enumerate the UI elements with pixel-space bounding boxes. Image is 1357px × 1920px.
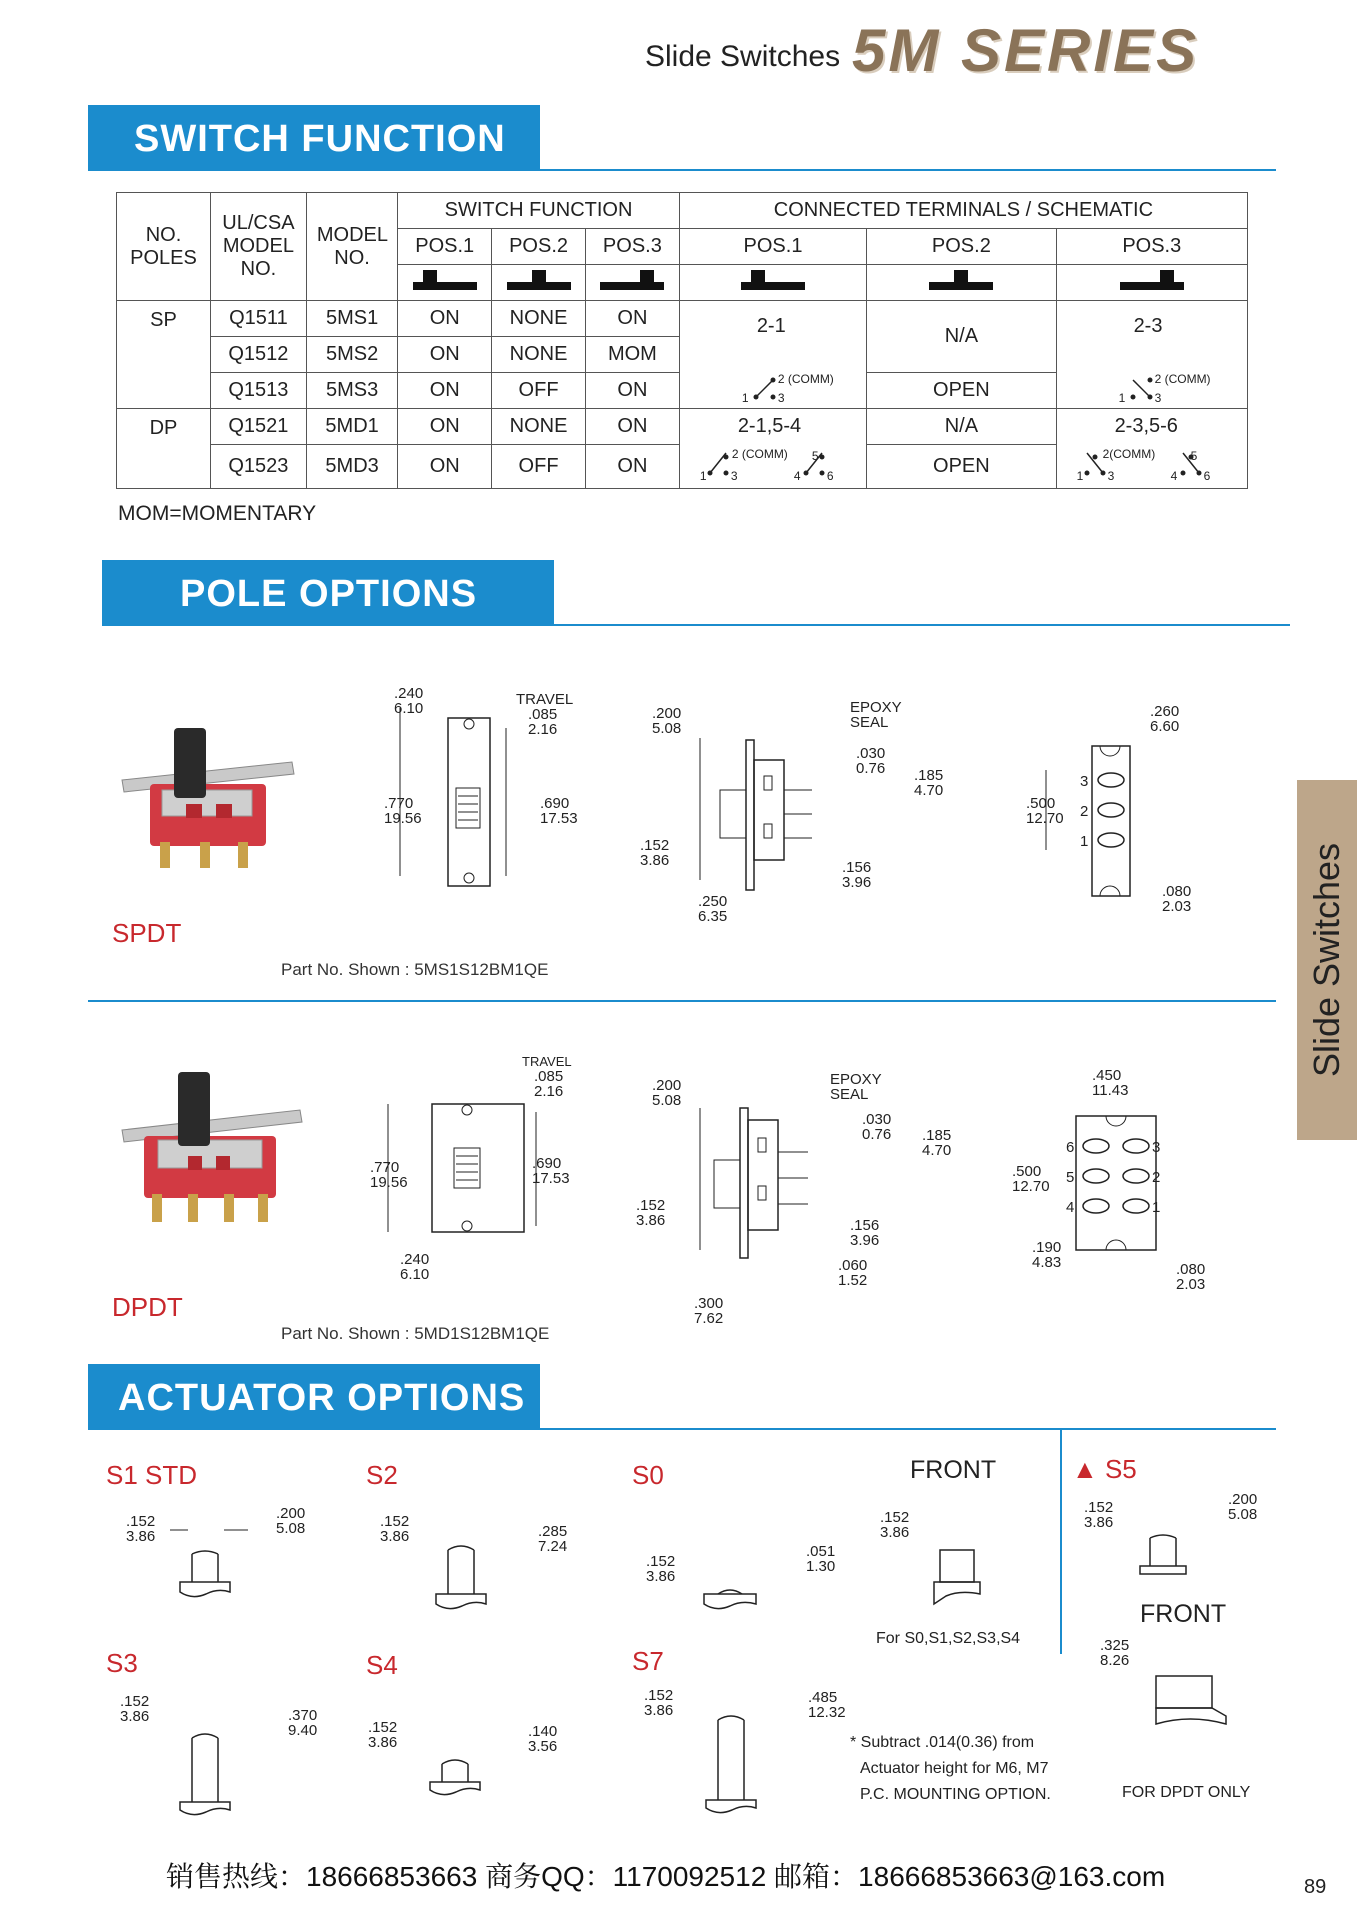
th-ct-pos3: POS.3	[1056, 229, 1247, 265]
front-note: For S0,S1,S2,S3,S4	[876, 1630, 1021, 1647]
dim-label: .190 4.83	[1032, 1239, 1062, 1271]
cell-pos3: ON	[585, 445, 679, 489]
section-rule	[88, 1428, 1276, 1430]
table-note: MOM=MOMENTARY	[118, 502, 317, 525]
dim-label: .152 3.86	[368, 1719, 398, 1751]
cell-pos1: ON	[398, 337, 492, 373]
dim-label: TRAVEL .085 2.16	[516, 691, 574, 738]
warning-triangle-icon: ▲	[1072, 1454, 1098, 1484]
cell-model: 5MD1	[306, 409, 397, 445]
dim-label: .152 3.86	[880, 1509, 910, 1541]
side-tab-label: Slide Switches	[1306, 842, 1347, 1078]
actuator-s2-label: S2	[366, 1460, 398, 1490]
cell-model: 5MS1	[306, 301, 397, 337]
dim-label: .152 3.86	[120, 1693, 150, 1725]
section-title: ACTUATOR OPTIONS	[118, 1377, 526, 1419]
spdt-switch-image	[112, 718, 302, 868]
cell-ul: Q1521	[210, 409, 306, 445]
cell-sp-pos2-b: OPEN	[867, 373, 1056, 409]
actuator-s1-drawing	[178, 1530, 258, 1600]
section-pole-options	[102, 560, 554, 626]
cell-ul: Q1523	[210, 445, 306, 489]
cell-pos2: OFF	[492, 373, 586, 409]
front-title: FRONT	[910, 1456, 997, 1484]
dim-label: .240 6.10	[400, 1251, 430, 1283]
th-ct-pos2: POS.2	[867, 229, 1056, 265]
comm-label: 2 (COMM)	[731, 447, 788, 461]
dim-label: .060 1.52	[838, 1257, 868, 1289]
dim-label: .185 4.70	[922, 1127, 952, 1159]
page-number: 89	[1304, 1876, 1327, 1898]
dpdt-part-number: Part No. Shown : 5MD1S12BM1QE	[281, 1324, 550, 1343]
actuator-s4-label: S4	[366, 1650, 398, 1680]
dim-label: .152 3.86	[644, 1687, 674, 1719]
cell-dp-pos2-a: N/A	[867, 409, 1056, 445]
terminal-4: 4	[1170, 469, 1178, 483]
section-rule	[88, 169, 1276, 171]
dim-label: .156 3.96	[842, 859, 872, 891]
cell-pos2: NONE	[492, 301, 586, 337]
actuator-s0-label: S0	[632, 1460, 664, 1490]
cell-sp-pos3	[1056, 301, 1247, 409]
cell-pos1: ON	[398, 409, 492, 445]
dim-label: .285 7.24	[538, 1523, 568, 1555]
dim-label: .030 0.76	[862, 1111, 892, 1143]
divider	[88, 1000, 1276, 1002]
dim-label: .500 12.70	[1012, 1163, 1050, 1195]
cell-model: 5MS2	[306, 337, 397, 373]
footer-contact: 销售热线：18666853663 商务QQ：1170092512 邮箱：18666853663@163.com	[166, 1861, 1166, 1892]
terminal-1: 1	[1080, 833, 1089, 850]
terminal-3: 3	[1080, 773, 1089, 790]
dim-label: .770 19.56	[370, 1159, 408, 1191]
terminal-2: 2	[1152, 1169, 1161, 1186]
dim-label: .051 1.30	[806, 1543, 836, 1575]
dim-label: .485 12.32	[808, 1689, 846, 1721]
side-tab	[1297, 780, 1357, 1140]
dim-label: .200 5.08	[1228, 1491, 1258, 1523]
terminal-1: 1	[699, 469, 707, 483]
section-title: SWITCH FUNCTION	[134, 118, 506, 160]
dim-label: .200 5.08	[652, 1077, 682, 1109]
th-switch-function: SWITCH FUNCTION	[398, 193, 680, 229]
position-icon	[398, 265, 492, 301]
dim-label: .152 3.86	[640, 837, 670, 869]
terminal-4: 4	[1066, 1199, 1075, 1216]
terminal-1: 1	[1152, 1199, 1161, 1216]
th-sf-pos1: POS.1	[398, 229, 492, 265]
terminal-4: 4	[793, 469, 801, 483]
th-ct-pos1: POS.1	[679, 229, 866, 265]
terminal-5: 5	[1066, 1169, 1075, 1186]
actuator-s7-drawing	[704, 1696, 784, 1826]
th-connected: CONNECTED TERMINALS / SCHEMATIC	[679, 193, 1247, 229]
comm-label: 2 (COMM)	[777, 372, 834, 386]
dim-label: .152 3.86	[1084, 1499, 1114, 1531]
note-line: * Subtract .014(0.36) from	[850, 1734, 1035, 1751]
dim-label: .152 3.86	[126, 1513, 156, 1545]
section-rule	[102, 624, 1290, 626]
dim-label: .030 0.76	[856, 745, 886, 777]
note-line: P.C. MOUNTING OPTION.	[860, 1786, 1051, 1803]
terminal-1: 1	[741, 391, 749, 405]
actuator-s1-label: S1 STD	[106, 1460, 198, 1490]
conn-text: 2-1	[756, 315, 786, 337]
cell-sp-pos1	[679, 301, 866, 409]
dpdt-label: DPDT	[112, 1292, 183, 1322]
dpdt-bottom-drawing	[1072, 1110, 1202, 1280]
conn-text: 2-1,5-4	[737, 415, 802, 437]
dim-label: .300 7.62	[694, 1295, 724, 1327]
section-switch-function	[88, 105, 540, 171]
actuator-s5-label: ▲ S5	[1072, 1454, 1137, 1484]
actuator-s7-label: S7	[632, 1646, 664, 1676]
front2-note: FOR DPDT ONLY	[1122, 1784, 1251, 1801]
position-icon	[1056, 265, 1247, 301]
dim-label: .200 5.08	[276, 1505, 306, 1537]
terminal-2: 2	[1080, 803, 1089, 820]
terminal-3: 3	[777, 391, 785, 405]
cell-pos1: ON	[398, 445, 492, 489]
comm-label: 2 (COMM)	[1154, 372, 1211, 386]
table-row	[117, 301, 1248, 337]
dim-label: .250 6.35	[698, 893, 728, 925]
terminal-6: 6	[826, 469, 834, 483]
th-model: MODEL NO.	[306, 193, 397, 301]
cell-ul: Q1513	[210, 373, 306, 409]
terminal-3: 3	[1152, 1139, 1161, 1156]
conn-text: 2-3,5-6	[1114, 415, 1178, 437]
dim-label: .450 11.43	[1092, 1067, 1129, 1099]
section-actuator-options	[88, 1364, 540, 1430]
dim-label: .185 4.70	[914, 767, 944, 799]
series-title: 5M SERIES	[852, 17, 1200, 84]
cell-pos1: ON	[398, 373, 492, 409]
spdt-label: SPDT	[112, 918, 182, 948]
dim-label: .370 9.40	[288, 1707, 318, 1739]
subtract-note	[850, 1730, 1051, 1808]
cell-pos2: OFF	[492, 445, 586, 489]
position-icon	[585, 265, 679, 301]
vertical-divider	[1060, 1430, 1062, 1654]
th-sf-pos3: POS.3	[585, 229, 679, 265]
cell-pos2: NONE	[492, 337, 586, 373]
dim-label: .260 6.60	[1150, 703, 1180, 735]
dim-label: .500 12.70	[1026, 795, 1064, 827]
cell-pos3: ON	[585, 373, 679, 409]
terminal-5: 5	[811, 449, 819, 463]
dim-label: .140 3.56	[528, 1723, 558, 1755]
dim-label: TRAVEL .085 2.16	[522, 1054, 572, 1100]
terminal-1: 1	[1118, 391, 1126, 405]
terminal-3: 3	[730, 469, 738, 483]
terminal-5: 5	[1190, 449, 1198, 463]
dim-label: .080 2.03	[1162, 883, 1192, 915]
schematic-icon	[1057, 301, 1247, 409]
terminal-3: 3	[1107, 469, 1115, 483]
cell-pos3: ON	[585, 301, 679, 337]
cell-model: 5MS3	[306, 373, 397, 409]
actuator-front-drawing	[930, 1530, 1000, 1610]
actuator-s2-drawing	[434, 1522, 514, 1612]
front2-title: FRONT	[1140, 1600, 1227, 1628]
switch-function-table	[116, 192, 1248, 489]
th-sf-pos2: POS.2	[492, 229, 586, 265]
cell-poles: SP	[117, 301, 211, 409]
dim-label: .240 6.10	[394, 685, 424, 717]
dim-label: .080 2.03	[1176, 1261, 1206, 1293]
section-title: POLE OPTIONS	[180, 573, 478, 615]
cell-poles: DP	[117, 409, 211, 489]
table-row	[117, 409, 1248, 445]
actuator-front2-drawing	[1150, 1656, 1260, 1736]
dim-label: .152 3.86	[380, 1513, 410, 1545]
terminal-6: 6	[1066, 1139, 1075, 1156]
cell-dp-pos2-b: OPEN	[867, 445, 1056, 489]
position-icon	[492, 265, 586, 301]
cell-pos2: NONE	[492, 409, 586, 445]
terminal-6: 6	[1203, 469, 1211, 483]
terminal-3: 3	[1154, 391, 1162, 405]
position-icon	[867, 265, 1056, 301]
dim-label: EPOXY SEAL	[830, 1071, 882, 1103]
actuator-s4-drawing	[428, 1740, 508, 1810]
actuator-s5-drawing	[1136, 1516, 1216, 1586]
cell-pos3: MOM	[585, 337, 679, 373]
cell-sp-pos2-a: N/A	[867, 301, 1056, 373]
note-line: Actuator height for M6, M7	[860, 1760, 1049, 1777]
actuator-s3-label: S3	[106, 1648, 138, 1678]
dim-label: .152 3.86	[646, 1553, 676, 1585]
actuator-s3-drawing	[178, 1710, 258, 1820]
header-subtitle: Slide Switches	[645, 40, 841, 73]
cell-dp-pos3	[1056, 409, 1247, 489]
dim-label: .690 17.53	[540, 795, 578, 827]
cell-dp-pos1	[679, 409, 866, 489]
th-no-poles: NO. POLES	[117, 193, 211, 301]
dim-label: .690 17.53	[532, 1155, 570, 1187]
dim-label: .152 3.86	[636, 1197, 666, 1229]
position-icon	[679, 265, 866, 301]
dim-label: .200 5.08	[652, 705, 682, 737]
cell-pos3: ON	[585, 409, 679, 445]
th-ulcsa: UL/CSA MODEL NO.	[210, 193, 306, 301]
actuator-s0-drawing	[702, 1580, 782, 1620]
dim-label: .770 19.56	[384, 795, 422, 827]
cell-ul: Q1512	[210, 337, 306, 373]
schematic-icon	[680, 301, 868, 409]
dim-label: .156 3.96	[850, 1217, 880, 1249]
cell-pos1: ON	[398, 301, 492, 337]
spdt-part-number: Part No. Shown : 5MS1S12BM1QE	[281, 960, 549, 979]
terminal-1: 1	[1076, 469, 1084, 483]
comm-label: 2(COMM)	[1102, 447, 1156, 461]
dim-label: .325 8.26	[1100, 1637, 1130, 1669]
cell-model: 5MD3	[306, 445, 397, 489]
cell-ul: Q1511	[210, 301, 306, 337]
dpdt-switch-image	[118, 1066, 308, 1226]
conn-text: 2-3	[1133, 315, 1163, 337]
dim-label: EPOXY SEAL	[850, 699, 902, 731]
